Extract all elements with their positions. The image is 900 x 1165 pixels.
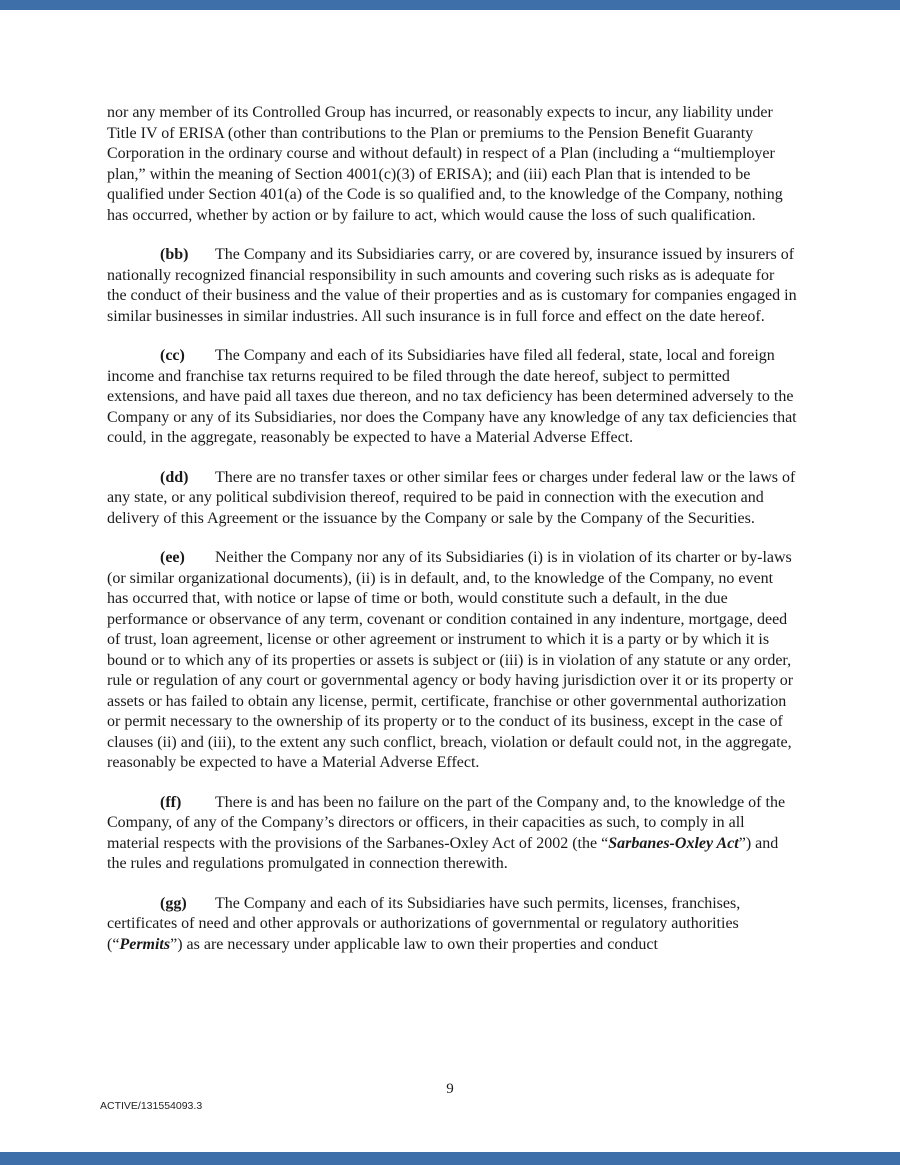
clause-label-ee: (ee) — [160, 549, 185, 566]
paragraph-cc — [107, 346, 797, 449]
clause-label-dd: (dd) — [160, 468, 189, 486]
paragraph-cc-text: The Company and each of its Subsidiaries have filed all federal, state, local and foreign income and franchise tax returns required to be filed through the date hereof, subject to permitted extensions, and have paid all taxes due thereon, and no tax deficiency has been determined adversely to the Company or any of its Subsidiaries, nor does the Company have any knowledge of any tax deficiencies that could, in the aggregate, reasonably be expected to have a Material Adverse Effect. — [107, 347, 797, 446]
paragraph-ee — [107, 548, 797, 774]
paragraph-ee-text: Neither the Company nor any of its Subsidiaries (i) is in violation of its charter or by-laws (or similar organizational documents), (ii) is in default, and, to the knowledge of the Company, no event has occurred that, with notice or lapse of time or both, would constitute such a default, in the due performance or observance of any term, covenant or condition contained in any indenture, mortgage, deed of trust, loan agreement, license or other agreement or instrument to which it is a party or by which it is bound or to which any of its properties or assets is subject or (iii) is in violation of any statute or any order, rule or regulation of any court or governmental agency or body having jurisdiction over it or its property or assets or has failed to obtain any license, permit, certificate, franchise or other governmental authorization or permit necessary to the ownership of its property or to the conduct of its business, except in the case of clauses (ii) and (iii), to the extent any such conflict, breach, violation or default could not, in the aggregate, reasonably be expected to have a Material Adverse Effect. — [107, 549, 794, 771]
paragraph-bb-text: The Company and its Subsidiaries carry, or are covered by, insurance issued by insurers of nationally recognized financial responsibility in such amounts and covering such risks as is adequate for the conduct of their business and the value of their properties and as is customary for companies engaged in similar businesses in similar industries. All such insurance is in full force and effect on the date hereof. — [107, 246, 797, 325]
paragraph-continuation-text: nor any member of its Controlled Group has incurred, or reasonably expects to incur, any liability under Title IV of ERISA (other than contributions to the Plan or premiums to the Pension Benefit Guaranty Corporation in the ordinary course and without default) in respect of a Plan (including a “multiemployer plan,” within the meaning of Section 4001(c)(3) of ERISA); and (iii) each Plan that is intended to be qualified under Section 401(a) of the Code is so qualified and, to the knowledge of the Company, nothing has occurred, whether by action or by failure to act, which would cause the loss of such qualification. — [107, 104, 783, 224]
paragraph-bb — [107, 245, 797, 327]
paragraph-continuation — [107, 103, 797, 226]
clause-label-bb: (bb) — [160, 246, 189, 263]
document-id: ACTIVE/131554093.3 — [100, 1100, 203, 1112]
defined-term-sarbanes-oxley-act: Sarbanes-Oxley Act — [608, 834, 739, 852]
clause-label-gg: (gg) — [160, 894, 187, 912]
top-edge-bar — [0, 0, 900, 10]
paragraph-dd-text: There are no transfer taxes or other similar fees or charges under federal law or the laws of any state, or any political subdivision thereof, required to be paid in connection with the execution and delivery of this Agreement or the issuance by the Company or sale by the Company of the Securities. — [107, 468, 796, 527]
paragraph-gg-text-after: ”) as are necessary under applicable law to own their properties and conduct — [170, 935, 658, 953]
paragraph-gg — [107, 894, 797, 956]
page-number: 9 — [446, 1081, 454, 1097]
document-page-body — [107, 103, 797, 974]
paragraph-dd — [107, 468, 797, 530]
clause-label-cc: (cc) — [160, 347, 185, 364]
bottom-edge-bar — [0, 1152, 900, 1165]
paragraph-ff — [107, 793, 797, 875]
paragraph-ff-text-after: ”) and the rules and regulations promulgated in connection therewith. — [107, 834, 779, 872]
clause-label-ff: (ff) — [160, 793, 182, 811]
defined-term-permits: Permits — [119, 935, 171, 953]
paragraph-gg-text-before: The Company and each of its Subsidiaries have such permits, licenses, franchises, certificates of need and other approvals or authorizations of governmental or regulatory authorities (“ — [107, 894, 741, 953]
paragraph-ff-text-before: There is and has been no failure on the part of the Company and, to the knowledge of the Company, of any of the Company’s directors or officers, in their capacities as such, to comply in all material respects with the provisions of the Sarbanes-Oxley Act of 2002 (the “ — [107, 793, 786, 852]
